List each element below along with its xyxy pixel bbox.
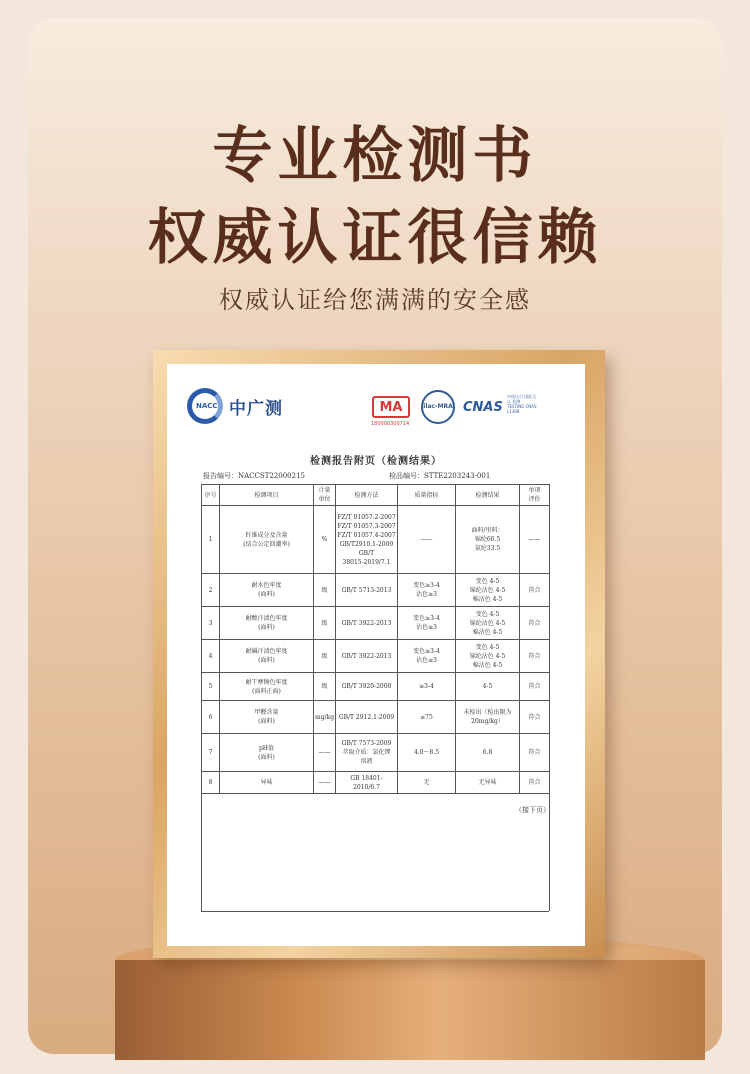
table-cell: 1 [202, 506, 220, 574]
table-cell: 3 [202, 607, 220, 640]
report-number: 报告编号：NACCST22000215 [203, 472, 305, 480]
table-cell: 4-5 [456, 673, 520, 701]
table-cell: 异味 [220, 772, 314, 794]
table-cell: GB/T 3922-2013 [336, 640, 398, 673]
table-border-right [549, 794, 550, 911]
table-cell: % [314, 506, 336, 574]
table-cell: 变色 4-5 锦纶沾色 4-5 棉沾色 4-5 [456, 607, 520, 640]
table-cell: —— [314, 772, 336, 794]
cnas-small-text: 中国认可 国际互认 检测 TESTING CNAS L1306 [507, 394, 537, 414]
table-cell: 级 [314, 640, 336, 673]
table-cell: —— [314, 734, 336, 772]
table-cell: 4.0～8.5 [398, 734, 456, 772]
continued-note: （接下页） [515, 806, 550, 814]
cma-number: 180000300714 [371, 421, 410, 427]
table-cell: —— [398, 506, 456, 574]
table-cell: 耐酸汗渍色牢度 (面料) [220, 607, 314, 640]
table-cell: GB/T 3922-2013 [336, 607, 398, 640]
table-cell: 符合 [520, 574, 550, 607]
table-row [202, 506, 550, 574]
table-cell: 纤维成分及含量 (结合公定回潮率) [220, 506, 314, 574]
table-cell: 4 [202, 640, 220, 673]
table-cell: GB/T 5713-2013 [336, 574, 398, 607]
table-cell: 级 [314, 607, 336, 640]
table-cell: 级 [314, 574, 336, 607]
table-cell: 耐碱汗渍色牢度 (面料) [220, 640, 314, 673]
table-cell: 符合 [520, 701, 550, 734]
table-cell: 6.8 [456, 734, 520, 772]
table-border-left [201, 794, 202, 911]
table-cell: 耐水色牢度 (面料) [220, 574, 314, 607]
table-cell: GB 18401-2010/6.7 [336, 772, 398, 794]
table-cell: GB/T 2912.1-2009 [336, 701, 398, 734]
table-cell: 2 [202, 574, 220, 607]
table-cell: 符合 [520, 734, 550, 772]
table-cell: 级 [314, 673, 336, 701]
cma-seal-icon: MA [372, 396, 410, 418]
table-cell: pH值 (面料) [220, 734, 314, 772]
column-header: 检测方法 [336, 485, 398, 506]
table-cell: GB/T 7573-2009 萃取介质：氯化钾 溶液 [336, 734, 398, 772]
report-title: 检测报告附页（检测结果） [310, 456, 442, 467]
lab-logo-icon: NACC [187, 388, 223, 424]
column-header: 检测项目 [220, 485, 314, 506]
table-cell: 甲醛含量 (面料) [220, 701, 314, 734]
table-cell: 变色≥3-4 沾色≥3 [398, 574, 456, 607]
table-cell: 面料/里料： 锦纶66.5 氨纶33.5 [456, 506, 520, 574]
table-cell: GB/T 3920-2008 [336, 673, 398, 701]
table-cell: ≥3-4 [398, 673, 456, 701]
table-cell: —— [520, 506, 550, 574]
table-cell: FZ/T 01057.2-2007 FZ/T 01057.3-2007 FZ/T 01057.4-2007 GB/T2910.1-2009 GB/T 38015-2019/7.1 [336, 506, 398, 574]
headline-line-2: 权威认证很信赖 [147, 203, 603, 273]
table-row [202, 607, 550, 640]
lab-name: 中广测 [229, 399, 283, 419]
subheadline: 权威认证给您满满的安全感 [219, 286, 531, 314]
table-row [202, 574, 550, 607]
cnas-seal-icon: CNAS [463, 400, 503, 415]
table-cell: 变色≥3-4 沾色≥3 [398, 640, 456, 673]
table-cell: 未检出（检出限为 20mg/kg） [456, 701, 520, 734]
table-row [202, 772, 550, 794]
table-border-bottom [201, 911, 549, 912]
column-header: 计量 单位 [314, 485, 336, 506]
table-cell: 符合 [520, 772, 550, 794]
table-cell: 变色 4-5 锦纶沾色 4-5 棉沾色 4-5 [456, 640, 520, 673]
ilac-mra-seal-icon: ilac-MRA [421, 390, 455, 424]
column-header: 单项 评价 [520, 485, 550, 506]
table-cell: 无异味 [456, 772, 520, 794]
table-cell: 符合 [520, 640, 550, 673]
table-cell: 8 [202, 772, 220, 794]
table-cell: 5 [202, 673, 220, 701]
table-cell: 无 [398, 772, 456, 794]
table-cell: mg/kg [314, 701, 336, 734]
table-cell: ≤75 [398, 701, 456, 734]
sample-number: 检品编号：STTE2203243-001 [389, 472, 491, 480]
table-row [202, 640, 550, 673]
column-header: 质量指标 [398, 485, 456, 506]
table-cell: 符合 [520, 673, 550, 701]
table-cell: 变色 4-5 锦纶沾色 4-5 棉沾色 4-5 [456, 574, 520, 607]
pedestal-body [115, 960, 705, 1060]
table-cell: 7 [202, 734, 220, 772]
column-header: 检测结果 [456, 485, 520, 506]
table-row [202, 734, 550, 772]
table-cell: 变色≥3-4 沾色≥3 [398, 607, 456, 640]
test-report-document [167, 364, 585, 946]
table-cell: 符合 [520, 607, 550, 640]
table-row [202, 673, 550, 701]
table-row [202, 701, 550, 734]
results-table [201, 484, 550, 794]
column-header: 序号 [202, 485, 220, 506]
headline-line-1: 专业检测书 [212, 121, 538, 191]
table-cell: 6 [202, 701, 220, 734]
table-cell: 耐干摩擦色牢度 (面料正面) [220, 673, 314, 701]
